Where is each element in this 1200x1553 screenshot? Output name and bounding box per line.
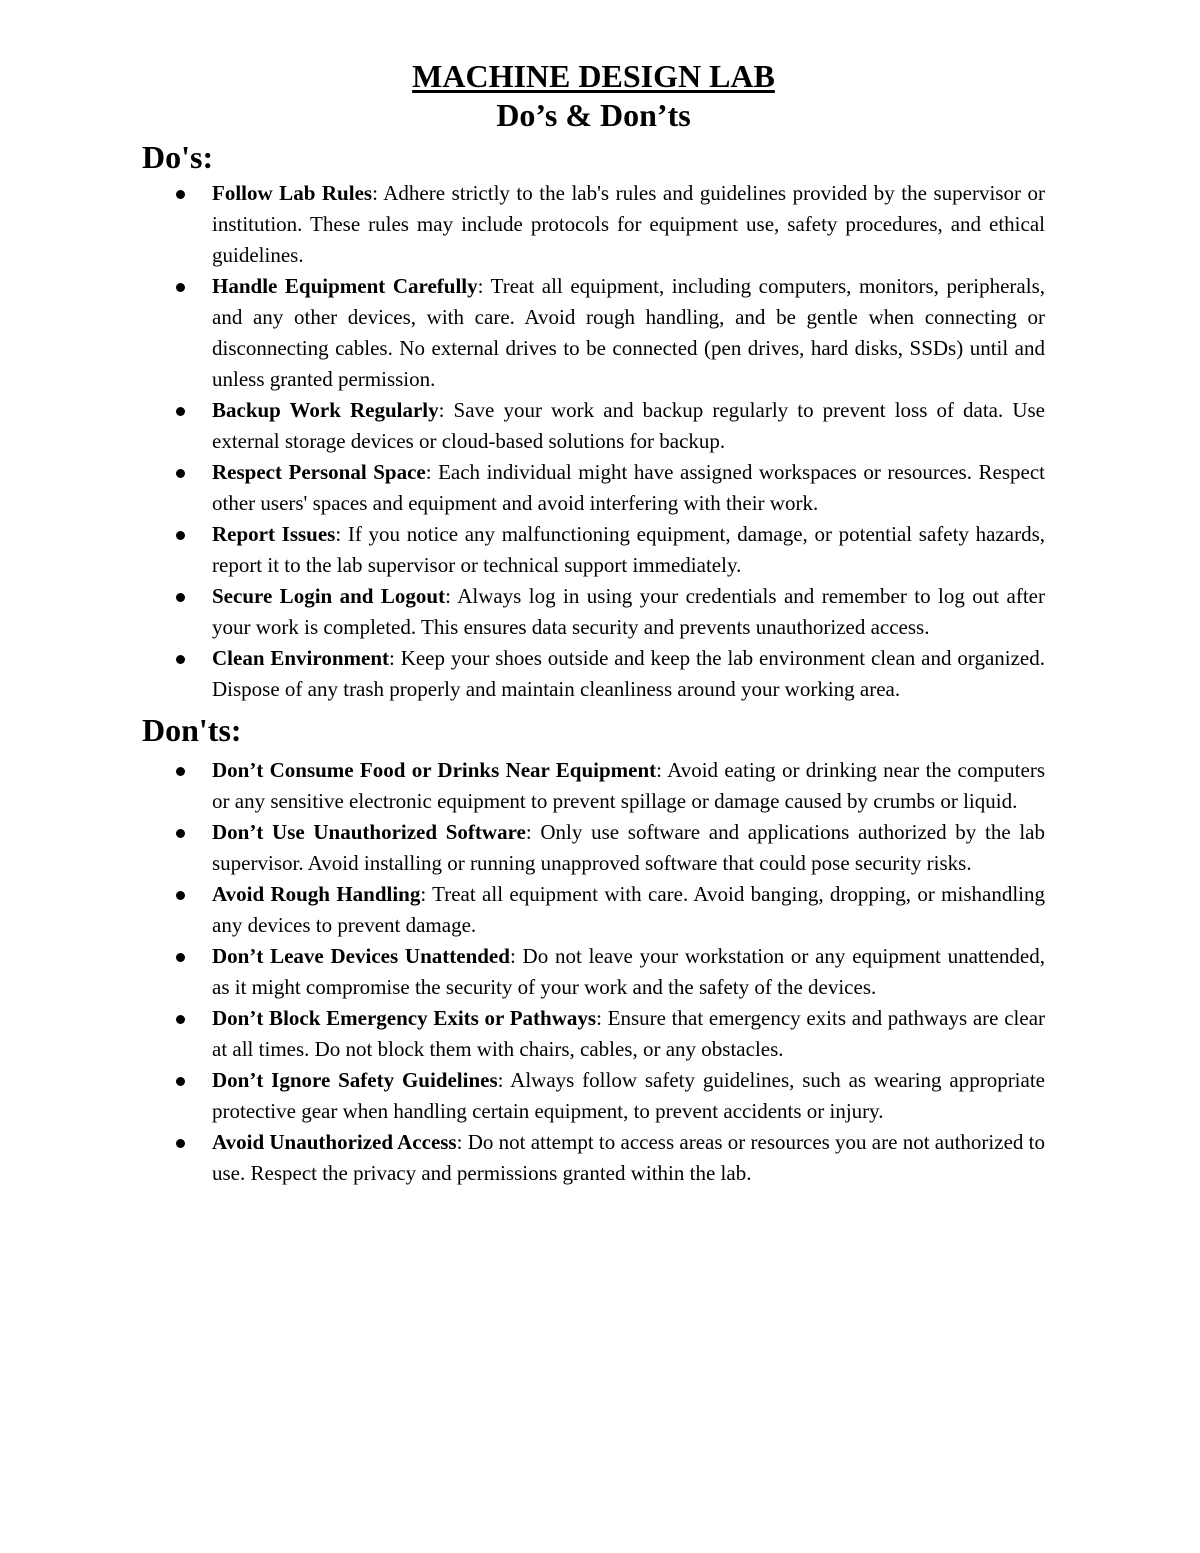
bullet-icon — [176, 283, 185, 292]
rule-text: : Keep your shoes outside and keep the lab environment clean and organized. Dispose of any trash properly and maintain cleanliness around your working area. — [212, 646, 1045, 701]
list-item — [212, 457, 1045, 519]
bullet-icon — [176, 1139, 185, 1148]
rule-term: Respect Personal Space — [212, 460, 426, 484]
list-item — [212, 395, 1045, 457]
list-item — [212, 178, 1045, 271]
rule-text: : Always log in using your credentials and remember to log out after your work is completed. This ensures data security and prevents unauthorized access. — [212, 584, 1045, 639]
bullet-icon — [176, 1077, 185, 1086]
rule-text: : Treat all equipment with care. Avoid banging, dropping, or mishandling any devices to prevent damage. — [212, 882, 1045, 937]
rule-term: Don’t Ignore Safety Guidelines — [212, 1068, 498, 1092]
rule-term: Avoid Rough Handling — [212, 882, 421, 906]
list-item — [212, 643, 1045, 705]
rule-term: Don’t Block Emergency Exits or Pathways — [212, 1006, 597, 1030]
rule-term: Don’t Use Unauthorized Software — [212, 820, 526, 844]
bullet-icon — [176, 1015, 185, 1024]
list-item — [212, 817, 1045, 879]
rule-text: : Avoid eating or drinking near the computers or any sensitive electronic equipment to prevent spillage or damage caused by crumbs or liquid. — [212, 758, 1045, 813]
rule-term: Follow Lab Rules — [212, 181, 373, 205]
document-title: MACHINE DESIGN LAB — [412, 58, 775, 94]
bullet-icon — [176, 469, 185, 478]
rule-term: Don’t Leave Devices Unattended — [212, 944, 510, 968]
donts-heading: Don'ts: — [142, 712, 242, 748]
rule-text: : Ensure that emergency exits and pathways are clear at all times. Do not block them with chairs, cables, or any obstacles. — [212, 1006, 1046, 1061]
rule-text: : Only use software and applications authorized by the lab supervisor. Avoid installing or running unapproved software that could pose security risks. — [212, 820, 1045, 875]
bullet-icon — [176, 531, 185, 540]
donts-list — [142, 755, 1045, 1189]
list-item — [212, 271, 1045, 395]
bullet-icon — [176, 655, 185, 664]
rule-text: : If you notice any malfunctioning equipment, damage, or potential safety hazards, report it to the lab supervisor or technical support immediately. — [212, 522, 1046, 577]
dos-list — [142, 178, 1045, 705]
dos-heading: Do's: — [142, 139, 214, 175]
list-item — [212, 519, 1045, 581]
rule-term: Avoid Unauthorized Access — [212, 1130, 457, 1154]
rule-text: : Adhere strictly to the lab's rules and guidelines provided by the supervisor or institution. These rules may include protocols for equipment use, safety procedures, and ethical guidelines. — [212, 181, 1045, 267]
list-item — [212, 1003, 1045, 1065]
list-item — [212, 879, 1045, 941]
rule-term: Don’t Consume Food or Drinks Near Equipment — [212, 758, 657, 782]
list-item — [212, 941, 1045, 1003]
rule-term: Clean Environment — [212, 646, 389, 670]
bullet-icon — [176, 767, 185, 776]
rule-term: Report Issues — [212, 522, 336, 546]
list-item — [212, 755, 1045, 817]
rule-term: Secure Login and Logout — [212, 584, 446, 608]
list-item — [212, 581, 1045, 643]
rule-text: : Do not leave your workstation or any equipment unattended, as it might compromise the security of your work and the safety of the devices. — [212, 944, 1045, 999]
document-subtitle: Do’s & Don’ts — [496, 97, 691, 133]
rule-term: Backup Work Regularly — [212, 398, 439, 422]
rule-text: : Save your work and backup regularly to prevent loss of data. Use external storage devices or cloud-based solutions for backup. — [212, 398, 1045, 453]
bullet-icon — [176, 190, 185, 199]
rule-term: Handle Equipment Carefully — [212, 274, 478, 298]
bullet-icon — [176, 891, 185, 900]
bullet-icon — [176, 593, 185, 602]
bullet-icon — [176, 953, 185, 962]
rule-text: : Do not attempt to access areas or resources you are not authorized to use. Respect the privacy and permissions granted within the lab. — [212, 1130, 1045, 1185]
list-item — [212, 1065, 1045, 1127]
bullet-icon — [176, 829, 185, 838]
rule-text: : Each individual might have assigned workspaces or resources. Respect other users' spaces and equipment and avoid interfering with their work. — [212, 460, 1045, 515]
list-item — [212, 1127, 1045, 1189]
rule-text: : Treat all equipment, including computers, monitors, peripherals, and any other devices, with care. Avoid rough handling, and be gentle when connecting or disconnecting cables. No external drives to be connected (pen drives, hard disks, SSDs) until and unless granted permission. — [212, 274, 1045, 391]
rule-text: : Always follow safety guidelines, such as wearing appropriate protective gear when handling certain equipment, to prevent accidents or injury. — [212, 1068, 1045, 1123]
bullet-icon — [176, 407, 185, 416]
